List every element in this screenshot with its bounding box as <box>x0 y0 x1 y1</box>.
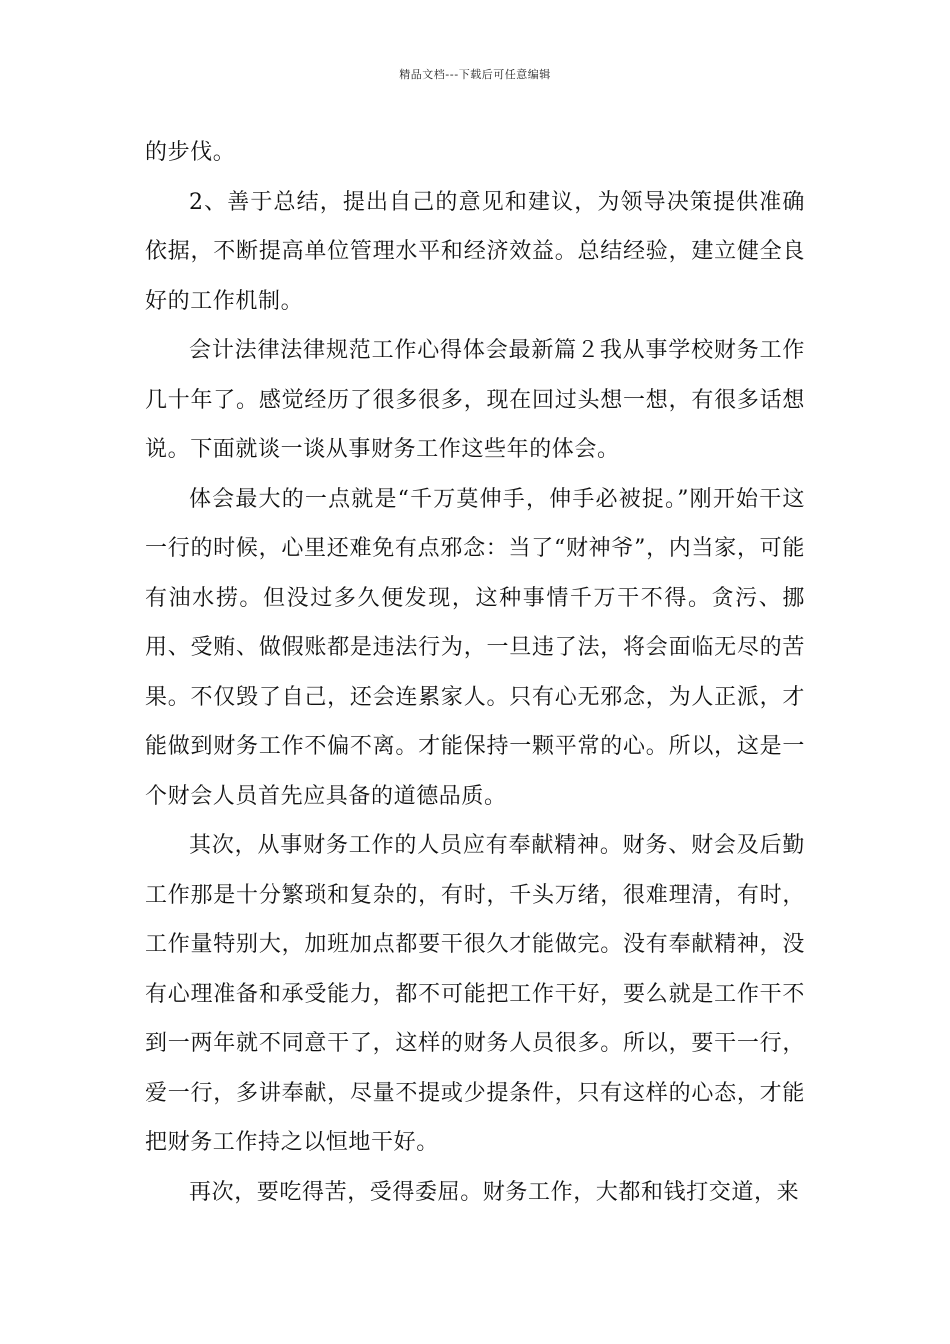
paragraph: 再次，要吃得苦，受得委屈。财务工作，大都和钱打交道，来 <box>189 1179 800 1205</box>
paragraph: 其次，从事财务工作的人员应有奉献精神。财务、财会及后勤工作那是十分繁琐和复杂的，有时，千头万绪，很难理清，有时，工作量特别大，加班加点都要干很久才能做完。没有奉献精神，没有心理准备和承受能力，都不可能把工作干好，要么就是工作干不到一两年就不同意干了，这样的财务人员很多。所以，要干一行，爱一行，多讲奉献，尽量不提或少提条件，只有这样的心态，才能把财务工作持之以恒地干好。 <box>145 833 805 1155</box>
paragraph: 体会最大的一点就是“千万莫伸手，伸手必被捉。”刚开始干这一行的时候，心里还难免有点邪念：当了“财神爷”，内当家，可能有油水捞。但没过多久便发现，这种事情千万干不得。贪污、挪用、受贿、做假账都是违法行为，一旦违了法，将会面临无尽的苦果。不仅毁了自己，还会连累家人。只有心无邪念，为人正派，才能做到财务工作不偏不离。才能保持一颗平常的心。所以，这是一个财会人员首先应具备的道德品质。 <box>145 486 805 809</box>
paragraph: 会计法律法律规范工作心得体会最新篇２我从事学校财务工作几十年了。感觉经历了很多很多，现在回过头想一想，有很多话想说。下面就谈一谈从事财务工作这些年的体会。 <box>145 338 805 462</box>
page-header: 精品文档---下载后可任意编辑 <box>399 68 551 81</box>
paragraph-continuation: 的步伐。 <box>145 140 236 165</box>
document-body <box>145 128 805 1217</box>
paragraph: 2、善于总结，提出自己的意见和建议，为领导决策提供准确依据，不断提高单位管理水平和经济效益。总结经验，建立健全良好的工作机制。 <box>145 189 805 314</box>
